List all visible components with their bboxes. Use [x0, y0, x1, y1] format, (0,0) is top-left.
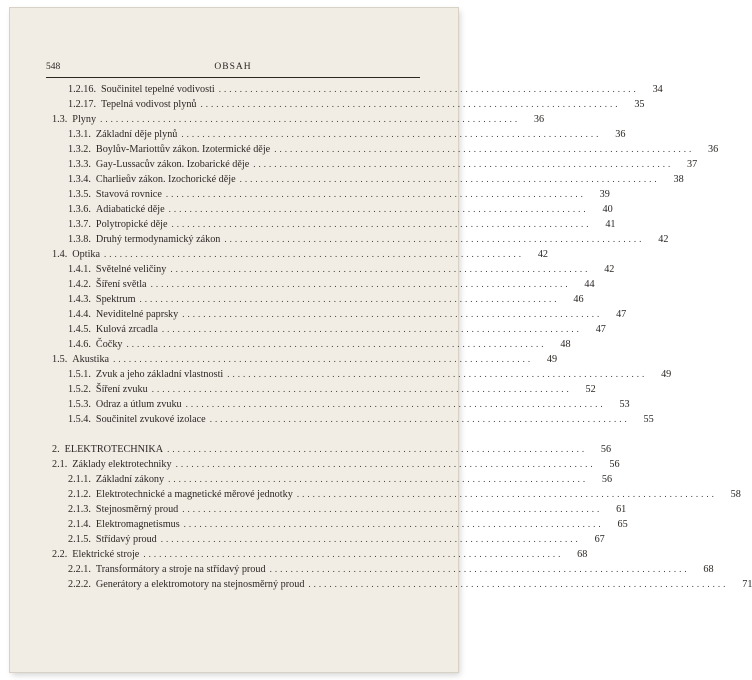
dot-leader: ................................................................................ — [126, 339, 547, 349]
toc-entry-number: 1.5.2. — [68, 384, 91, 395]
toc-entry-number: 2.1.5. — [68, 534, 91, 545]
toc-entry-page: 56 — [600, 444, 612, 455]
toc-entry-number: 1.5.1. — [68, 369, 91, 380]
toc-entry-title: Základní zákony — [95, 474, 165, 485]
toc-entry-page: 71 — [742, 579, 752, 590]
toc-entry-title: Generátory a elektromotory na stejnosměrný proud — [95, 579, 305, 590]
dot-leader: ................................................................................ — [185, 399, 606, 409]
toc-entry-title: Boylův-Mariottův zákon. Izotermické děje — [95, 144, 271, 155]
toc-entry-number: 1.3.5. — [68, 189, 91, 200]
dot-leader: ................................................................................ — [181, 129, 602, 139]
toc-entry-page: 34 — [652, 84, 663, 95]
toc-entry-title: Odraz a útlum zvuku — [95, 399, 182, 410]
dot-leader: ................................................................................ — [182, 504, 603, 514]
toc-entry-number: 1.3.3. — [68, 159, 91, 170]
page-title: OBSAH — [214, 62, 252, 72]
toc-entry-number: 2.1.3. — [68, 504, 91, 515]
toc-entry — [68, 324, 606, 338]
toc-entry-number: 1.4. — [52, 249, 68, 260]
toc-entry-page: 36 — [533, 114, 545, 125]
dot-leader: ................................................................................ — [100, 114, 521, 124]
dot-leader: ................................................................................ — [168, 474, 589, 484]
toc-entry — [68, 234, 669, 248]
toc-entry-page: 35 — [634, 99, 645, 110]
toc-entry — [68, 174, 684, 188]
dot-leader: ................................................................................ — [171, 219, 592, 229]
toc-entry-page: 41 — [605, 219, 616, 230]
toc-entry-title: Polytropické děje — [95, 219, 168, 230]
toc-entry-title: Elektrické stroje — [72, 549, 140, 560]
toc-entry-number: 2.1.1. — [68, 474, 91, 485]
toc-entry-title: Druhý termodynamický zákon — [95, 234, 221, 245]
toc-entry-page: 49 — [661, 369, 672, 380]
toc-entry-page: 36 — [708, 144, 719, 155]
toc-entry-page: 48 — [560, 339, 571, 350]
dot-leader: ................................................................................ — [167, 444, 588, 454]
dot-leader: ................................................................................ — [168, 204, 589, 214]
toc-entry-title: Akustika — [72, 354, 110, 365]
toc-entry-number: 1.4.6. — [68, 339, 91, 350]
toc-entry — [68, 264, 615, 278]
toc-entry-number: 1.4.5. — [68, 324, 91, 335]
toc-entry-number: 1.3.2. — [68, 144, 91, 155]
toc-entry-number: 2.2. — [52, 549, 68, 560]
toc-entry-page: 44 — [584, 279, 595, 290]
toc-entry-page: 42 — [604, 264, 615, 275]
toc-entry — [52, 549, 588, 563]
toc-entry — [68, 579, 752, 593]
toc-entry-title: Neviditelné paprsky — [95, 309, 179, 320]
dot-leader: ................................................................................ — [139, 294, 560, 304]
toc-entry-page: 38 — [673, 174, 684, 185]
toc-entry-page: 37 — [687, 159, 698, 170]
toc-entry — [52, 114, 545, 128]
toc-entry — [68, 474, 613, 488]
toc-entry-page: 68 — [577, 549, 588, 560]
running-head — [46, 62, 420, 76]
toc-entry — [52, 249, 549, 263]
dot-leader: ................................................................................ — [150, 279, 571, 289]
toc-entry — [68, 84, 663, 98]
toc-entry-number: 1.3.1. — [68, 129, 91, 140]
toc-entry-title: Plyny — [72, 114, 97, 125]
toc-entry-number: 1.2.17. — [68, 99, 97, 110]
toc-entry-number: 1.4.3. — [68, 294, 91, 305]
toc-entry-title: Součinitel tepelné vodivosti — [101, 84, 215, 95]
toc-entry — [68, 279, 595, 293]
toc-entry — [68, 384, 596, 398]
toc-entry — [68, 489, 741, 503]
toc-entry-number: 1.5.3. — [68, 399, 91, 410]
toc-entry-page: 58 — [730, 489, 741, 500]
dot-leader: ................................................................................ — [160, 534, 581, 544]
toc-entry-title: Gay-Lussacův zákon. Izobarické děje — [95, 159, 250, 170]
dot-leader: ................................................................................ — [274, 144, 695, 154]
toc-entry-title: Elektromagnetismus — [95, 519, 180, 530]
toc-entry-page: 42 — [658, 234, 669, 245]
toc-entry — [68, 99, 645, 113]
toc-entry-number: 2.1.2. — [68, 489, 91, 500]
toc-entry-number: 1.3.7. — [68, 219, 91, 230]
header-rule — [46, 77, 420, 78]
toc-entry-title: Adiabatické děje — [95, 204, 165, 215]
toc-entry-title: ELEKTROTECHNIKA — [64, 444, 164, 455]
toc-entry-title: Zvuk a jeho základní vlastnosti — [95, 369, 224, 380]
dot-leader: ................................................................................ — [227, 369, 648, 379]
toc-entry — [68, 519, 628, 533]
toc-entry-title: Základy elektrotechniky — [72, 459, 172, 470]
toc-entry — [68, 504, 627, 518]
toc-entry-title: Tepelná vodivost plynů — [101, 99, 197, 110]
toc-entry-number: 1.3.6. — [68, 204, 91, 215]
dot-leader: ................................................................................ — [170, 264, 591, 274]
toc-entry-title: Kulová zrcadla — [95, 324, 158, 335]
toc-entry-title: Transformátory a stroje na střídavý proud — [95, 564, 266, 575]
dot-leader: ................................................................................ — [296, 489, 717, 499]
toc-entry-page: 47 — [616, 309, 627, 320]
toc-entry-title: Základní děje plynů — [95, 129, 178, 140]
toc-entry — [68, 564, 714, 578]
toc-entry — [68, 339, 571, 353]
toc-entry — [68, 189, 610, 203]
toc-entry-title: Světelné veličiny — [95, 264, 167, 275]
toc-entry-page: 53 — [619, 399, 630, 410]
toc-entry — [52, 354, 558, 368]
toc-entry-title: Střídavý proud — [95, 534, 157, 545]
toc-entry-page: 36 — [615, 129, 626, 140]
toc-entry-title: Spektrum — [95, 294, 136, 305]
toc-entry — [68, 294, 584, 308]
page-number: 548 — [46, 62, 61, 72]
toc-entry — [68, 219, 616, 233]
toc-entry-page: 42 — [537, 249, 549, 260]
dot-leader: ................................................................................ — [165, 189, 586, 199]
dot-leader: ................................................................................ — [151, 384, 572, 394]
toc-entry — [52, 459, 620, 473]
toc-entry-title: Elektrotechnické a magnetické měrové jednotky — [95, 489, 293, 500]
toc-entry — [68, 534, 605, 548]
toc-entry-title: Stavová rovnice — [95, 189, 162, 200]
toc-entry-number: 1.3.4. — [68, 174, 91, 185]
dot-leader: ................................................................................ — [143, 549, 564, 559]
toc-entry-page: 55 — [643, 414, 654, 425]
dot-leader: ................................................................................ — [269, 564, 690, 574]
toc-entry-page: 67 — [594, 534, 605, 545]
toc-entry-number: 1.3.8. — [68, 234, 91, 245]
toc-entry-number: 1.4.2. — [68, 279, 91, 290]
dot-leader: ................................................................................ — [224, 234, 645, 244]
toc-entry-number: 2.2.1. — [68, 564, 91, 575]
toc-entry — [68, 129, 626, 143]
toc-entry-title: Šíření zvuku — [95, 384, 148, 395]
toc-entry — [68, 414, 654, 428]
toc-entry-page: 56 — [609, 459, 620, 470]
dot-leader: ................................................................................ — [239, 174, 660, 184]
toc-entry-number: 1.4.4. — [68, 309, 91, 320]
dot-leader: ................................................................................ — [200, 99, 621, 109]
toc-entry — [68, 309, 627, 323]
dot-leader: ................................................................................ — [253, 159, 674, 169]
toc-entry-page: 68 — [703, 564, 714, 575]
toc-entry-title: Čočky — [95, 339, 123, 350]
toc-entry-page: 52 — [585, 384, 596, 395]
dot-leader: ................................................................................ — [104, 249, 525, 259]
toc-entry — [68, 144, 719, 158]
toc-entry-page: 46 — [573, 294, 584, 305]
toc-entry-number: 1.5.4. — [68, 414, 91, 425]
toc-entry-page: 40 — [602, 204, 613, 215]
toc-entry-number: 2.2.2. — [68, 579, 91, 590]
toc-entry-page: 56 — [601, 474, 613, 485]
toc-entry — [68, 369, 672, 383]
toc-entry-number: 2.1.4. — [68, 519, 91, 530]
toc-entry-page: 47 — [595, 324, 606, 335]
toc-entry-number: 2.1. — [52, 459, 68, 470]
toc-entry-number: 1.5. — [52, 354, 68, 365]
toc-entry — [68, 204, 613, 218]
dot-leader: ................................................................................ — [183, 519, 604, 529]
toc-entry-title: Šíření světla — [95, 279, 147, 290]
toc-entry — [52, 444, 612, 458]
toc-entry — [68, 159, 698, 173]
toc-entry-page: 39 — [599, 189, 610, 200]
dot-leader: ................................................................................ — [308, 579, 729, 589]
toc-entry-number: 1.3. — [52, 114, 68, 125]
dot-leader: ................................................................................ — [175, 459, 596, 469]
dot-leader: ................................................................................ — [161, 324, 582, 334]
toc-entry-title: Součinitel zvukové izolace — [95, 414, 206, 425]
toc-entry-title: Optika — [72, 249, 101, 260]
toc-entry-number: 1.4.1. — [68, 264, 91, 275]
toc-entry-page: 61 — [616, 504, 627, 515]
dot-leader: ................................................................................ — [182, 309, 603, 319]
toc-entry — [68, 399, 630, 413]
toc-entry-page: 65 — [617, 519, 628, 530]
dot-leader: ................................................................................ — [113, 354, 534, 364]
dot-leader: ................................................................................ — [209, 414, 630, 424]
toc-entry-title: Stejnosměrný proud — [95, 504, 179, 515]
toc-entry-number: 1.2.16. — [68, 84, 97, 95]
toc-entry-title: Charlieův zákon. Izochorické děje — [95, 174, 236, 185]
toc-entry-number: 2. — [52, 444, 60, 455]
toc-entry-page: 49 — [546, 354, 558, 365]
dot-leader: ................................................................................ — [218, 84, 639, 94]
